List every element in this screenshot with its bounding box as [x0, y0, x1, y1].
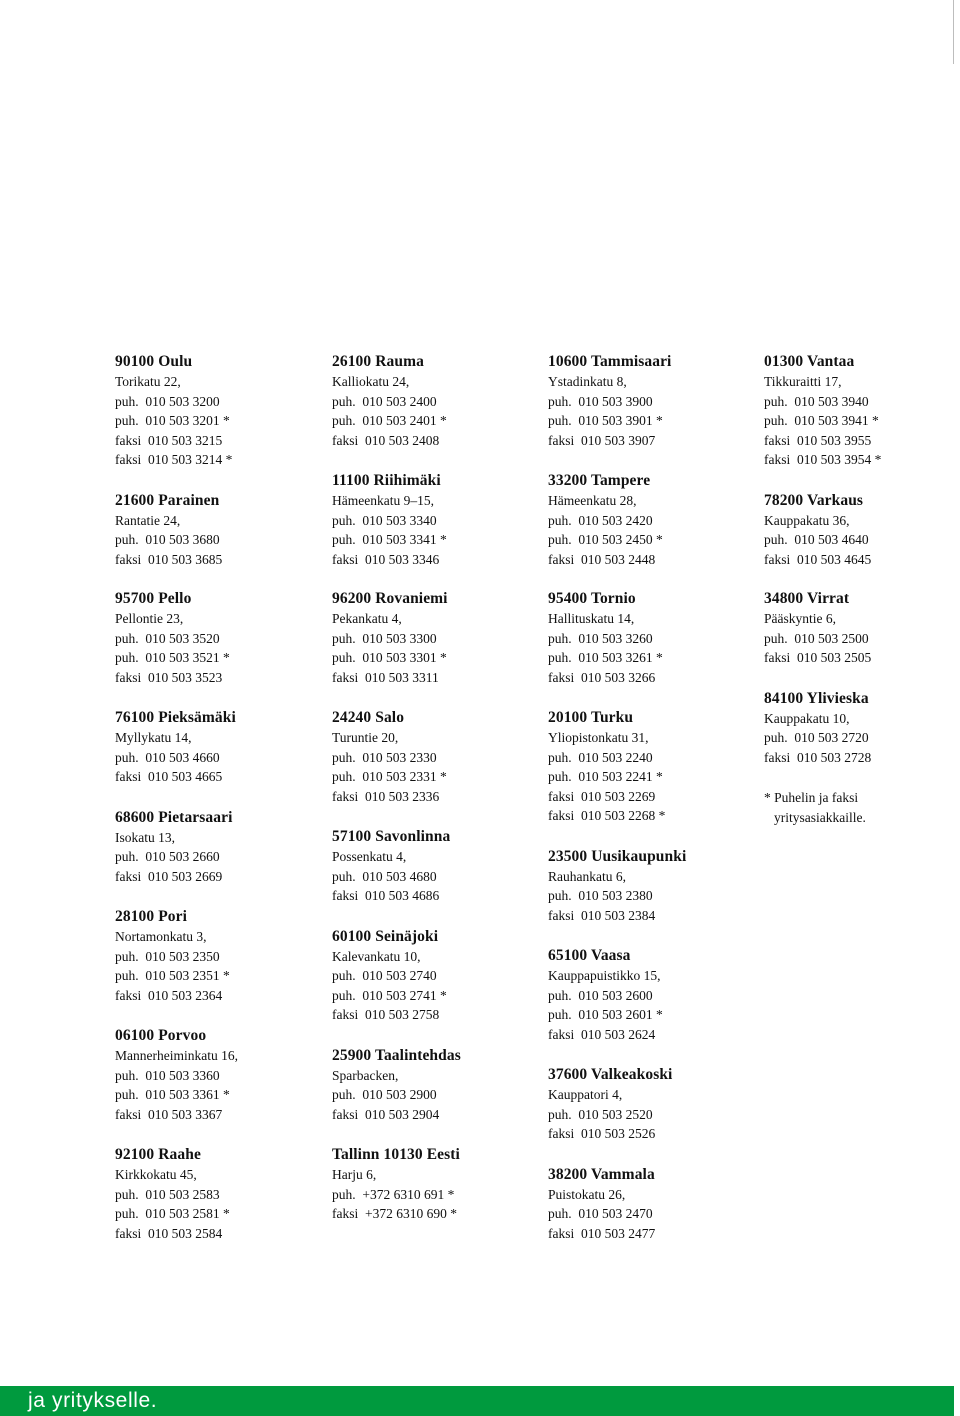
office-column-top-4 — [764, 352, 960, 569]
spacer — [332, 450, 537, 471]
phone-line: puh. 010 503 3301 * — [332, 650, 447, 665]
phone-line: puh. 010 503 4660 — [115, 749, 220, 765]
office-10600-tammisaari — [548, 352, 753, 450]
office-city: 95400 Tornio — [548, 590, 636, 607]
footer-slogan: ja yritykselle. — [28, 1389, 158, 1412]
fax-line: faksi 010 503 3215 — [115, 432, 223, 448]
fax-line: faksi 010 503 3955 — [764, 432, 872, 448]
office-city: 92100 Raahe — [115, 1146, 201, 1163]
office-96200-rovaniemi — [332, 589, 537, 687]
phone-line: puh. 010 503 2400 — [332, 393, 437, 409]
office-78200-varkaus — [764, 491, 960, 570]
office-95400-tornio — [548, 589, 753, 687]
phone-line: puh. 010 503 3261 * — [548, 650, 663, 665]
fax-line: faksi 010 503 3907 — [548, 432, 656, 448]
spacer — [764, 767, 960, 788]
phone-line: puh. 010 503 3201 * — [115, 413, 230, 428]
footer-bar — [0, 1386, 954, 1416]
office-23500-uusikaupunki — [548, 847, 753, 926]
office-33200-tampere — [548, 471, 753, 569]
office-76100-pieksamaki — [115, 708, 320, 787]
fax-line: faksi 010 503 3954 * — [764, 452, 882, 467]
spacer — [764, 470, 960, 491]
footnote — [764, 788, 960, 828]
office-city: 20100 Turku — [548, 709, 634, 726]
address-line: Yliopistonkatu 31, — [548, 730, 649, 745]
phone-line: puh. 010 503 2600 — [548, 987, 653, 1003]
phone-line: puh. 010 503 2240 — [548, 749, 653, 765]
office-city: 33200 Tampere — [548, 472, 651, 489]
fax-line: faksi 010 503 4665 — [115, 769, 223, 784]
address-line: Torikatu 22, — [115, 374, 181, 389]
office-city: 38200 Vammala — [548, 1165, 655, 1183]
office-20100-turku — [548, 708, 753, 826]
fax-line: faksi 010 503 2669 — [115, 868, 223, 884]
office-city: 60100 Seinäjoki — [332, 927, 439, 945]
spacer — [548, 1144, 753, 1165]
address-line: Kauppatori 4, — [548, 1087, 623, 1102]
office-city: 96200 Rovaniemi — [332, 590, 448, 607]
fax-line: faksi 010 503 3367 — [115, 1106, 223, 1122]
office-city: 25900 Taalintehdas — [332, 1046, 461, 1064]
office-city: 34800 Virrat — [764, 590, 850, 607]
office-95700-pello — [115, 589, 320, 687]
office-city: 01300 Vantaa — [764, 353, 855, 370]
phone-line: puh. 010 503 2331 * — [332, 769, 447, 784]
address-line: Mannerheiminkatu 16, — [115, 1048, 238, 1063]
fax-line: faksi 010 503 2624 — [548, 1026, 656, 1042]
address-line: Pellontie 23, — [115, 611, 184, 626]
fax-line: faksi 010 503 2758 — [332, 1007, 440, 1022]
phone-line: puh. 010 503 3680 — [115, 532, 220, 547]
fax-line: faksi +372 6310 690 * — [332, 1206, 457, 1221]
fax-line: faksi 010 503 3685 — [115, 551, 223, 567]
office-city: 65100 Vaasa — [548, 947, 631, 964]
page-edge-line — [953, 0, 954, 64]
phone-line: puh. 010 503 3360 — [115, 1067, 220, 1083]
office-21600-parainen — [115, 491, 320, 570]
spacer — [332, 906, 537, 927]
phone-line: puh. 010 503 2581 * — [115, 1206, 230, 1221]
office-28100-pori — [115, 907, 320, 1005]
phone-line: puh. 010 503 3361 * — [115, 1087, 230, 1102]
address-line: Hallituskatu 14, — [548, 611, 635, 626]
fax-line: faksi 010 503 3346 — [332, 551, 440, 567]
phone-line: puh. 010 503 2350 — [115, 948, 220, 964]
address-line: Possenkatu 4, — [332, 849, 407, 864]
office-38200-vammala — [548, 1165, 753, 1244]
phone-line: puh. 010 503 3521 * — [115, 650, 230, 665]
address-line: Puistokatu 26, — [548, 1186, 626, 1202]
phone-line: puh. 010 503 2520 — [548, 1106, 653, 1122]
office-column-bottom-2 — [332, 589, 537, 1224]
spacer — [548, 450, 753, 471]
phone-line: puh. 010 503 3200 — [115, 393, 220, 409]
phone-line: puh. 010 503 3260 — [548, 630, 653, 646]
spacer — [548, 826, 753, 847]
office-city: 84100 Ylivieska — [764, 689, 869, 707]
office-city: 26100 Rauma — [332, 353, 424, 370]
office-26100-rauma — [332, 352, 537, 450]
office-06100-porvoo — [115, 1026, 320, 1124]
address-line: Pääskyntie 6, — [764, 611, 836, 626]
address-line: Rantatie 24, — [115, 512, 181, 528]
phone-line: puh. 010 503 2740 — [332, 968, 437, 983]
office-city: 24240 Salo — [332, 709, 405, 726]
phone-line: puh. 010 503 2500 — [764, 630, 869, 646]
address-line: Pekankatu 4, — [332, 611, 402, 626]
phone-line: puh. 010 503 2401 * — [332, 413, 447, 428]
spacer — [115, 886, 320, 907]
fax-line: faksi 010 503 2477 — [548, 1225, 656, 1241]
address-line: Kalevankatu 10, — [332, 948, 421, 964]
fax-line: faksi 010 503 2269 — [548, 788, 656, 804]
spacer — [115, 1124, 320, 1145]
office-city: 76100 Pieksämäki — [115, 709, 236, 726]
office-city: 28100 Pori — [115, 908, 188, 925]
spacer — [115, 687, 320, 708]
office-90100-oulu — [115, 352, 320, 470]
phone-line: puh. 010 503 2380 — [548, 888, 653, 903]
address-line: Kirkkokatu 45, — [115, 1167, 197, 1182]
fax-line: faksi 010 503 4686 — [332, 888, 440, 903]
fax-line: faksi 010 503 3266 — [548, 669, 656, 685]
office-92100-raahe — [115, 1145, 320, 1243]
fax-line: faksi 010 503 3523 — [115, 669, 223, 685]
office-city: 37600 Valkeakoski — [548, 1066, 673, 1083]
fax-line: faksi 010 503 2904 — [332, 1106, 440, 1122]
phone-line: puh. 010 503 2601 * — [548, 1007, 663, 1022]
address-line: Kauppakatu 10, — [764, 710, 850, 726]
fax-line: faksi 010 503 2728 — [764, 749, 872, 765]
office-column-bottom-3 — [548, 589, 753, 1243]
fax-line: faksi 010 503 2268 * — [548, 808, 666, 823]
office-city: 11100 Riihimäki — [332, 472, 441, 489]
phone-line: puh. 010 503 3901 * — [548, 413, 663, 428]
fax-line: faksi 010 503 2448 — [548, 551, 656, 567]
office-24240-salo — [332, 708, 537, 806]
office-01300-vantaa — [764, 352, 960, 470]
address-line: Hämeenkatu 28, — [548, 493, 637, 508]
office-city: 10600 Tammisaari — [548, 353, 672, 370]
address-line: Myllykatu 14, — [115, 730, 192, 745]
office-column-top-1 — [115, 352, 320, 569]
office-25900-taalintehdas — [332, 1046, 537, 1125]
phone-line: puh. 010 503 2720 — [764, 730, 869, 745]
phone-line: puh. 010 503 4680 — [332, 868, 437, 884]
phone-line: puh. 010 503 4640 — [764, 532, 869, 547]
office-34800-virrat — [764, 589, 960, 668]
office-column-bottom-1 — [115, 589, 320, 1243]
address-line: Nortamonkatu 3, — [115, 929, 207, 944]
fax-line: faksi 010 503 2364 — [115, 987, 223, 1003]
address-line: Turuntie 20, — [332, 730, 399, 745]
fax-line: faksi 010 503 2384 — [548, 907, 656, 923]
footnote-line-2: yritysasiakkaille. — [774, 810, 866, 825]
address-line: Ystadinkatu 8, — [548, 374, 627, 389]
office-60100-seinajoki — [332, 927, 537, 1025]
spacer — [548, 1044, 753, 1065]
address-line: Sparbacken, — [332, 1067, 399, 1083]
address-line: Tikkuraitti 17, — [764, 374, 842, 389]
phone-line: puh. 010 503 3520 — [115, 630, 220, 646]
spacer — [115, 470, 320, 491]
fax-line: faksi 010 503 2505 — [764, 650, 872, 665]
address-line: Kauppakatu 36, — [764, 512, 850, 528]
spacer — [332, 1025, 537, 1046]
phone-line: puh. 010 503 2660 — [115, 849, 220, 864]
spacer — [548, 687, 753, 708]
spacer — [115, 787, 320, 808]
phone-line: puh. 010 503 2900 — [332, 1087, 437, 1102]
phone-line: puh. 010 503 3340 — [332, 512, 437, 528]
office-city: Tallinn 10130 Eesti — [332, 1146, 460, 1163]
address-line: Kalliokatu 24, — [332, 374, 410, 389]
phone-line: puh. 010 503 2420 — [548, 512, 653, 528]
address-line: Kauppapuistikko 15, — [548, 968, 661, 983]
fax-line: faksi 010 503 3214 * — [115, 452, 233, 467]
office-column-top-3 — [548, 352, 753, 569]
address-line: Isokatu 13, — [115, 829, 175, 845]
phone-line: puh. 010 503 2450 * — [548, 532, 663, 547]
office-city: 95700 Pello — [115, 590, 192, 607]
fax-line: faksi 010 503 2408 — [332, 432, 440, 448]
footnote-line-1: * Puhelin ja faksi — [764, 790, 859, 805]
phone-line: puh. 010 503 2241 * — [548, 769, 663, 784]
office-city: 90100 Oulu — [115, 353, 193, 370]
fax-line: faksi 010 503 3311 — [332, 669, 439, 685]
office-tallinn-10130-eesti — [332, 1145, 537, 1224]
phone-line: puh. 010 503 2741 * — [332, 987, 447, 1003]
fax-line: faksi 010 503 4645 — [764, 551, 872, 567]
address-line: Harju 6, — [332, 1167, 377, 1182]
spacer — [548, 925, 753, 946]
phone-line: puh. 010 503 3300 — [332, 630, 437, 646]
office-37600-valkeakoski — [548, 1065, 753, 1144]
address-line: Hämeenkatu 9–15, — [332, 493, 434, 508]
phone-line: puh. 010 503 3341 * — [332, 532, 447, 547]
office-57100-savonlinna — [332, 827, 537, 906]
phone-line: puh. 010 503 3941 * — [764, 413, 879, 428]
fax-line: faksi 010 503 2526 — [548, 1126, 656, 1141]
fax-line: faksi 010 503 2336 — [332, 788, 440, 804]
office-68600-pietarsaari — [115, 808, 320, 887]
phone-line: puh. 010 503 2351 * — [115, 968, 230, 983]
phone-line: puh. 010 503 3900 — [548, 393, 653, 409]
office-65100-vaasa — [548, 946, 753, 1044]
office-11100-riihimaki — [332, 471, 537, 569]
office-city: 68600 Pietarsaari — [115, 808, 233, 826]
phone-line: puh. +372 6310 691 * — [332, 1186, 455, 1202]
phone-line: puh. 010 503 2583 — [115, 1186, 220, 1202]
spacer — [764, 668, 960, 689]
office-city: 23500 Uusikaupunki — [548, 847, 687, 865]
spacer — [332, 1124, 537, 1145]
office-city: 06100 Porvoo — [115, 1027, 207, 1044]
office-column-bottom-4 — [764, 589, 960, 828]
address-line: Rauhankatu 6, — [548, 868, 626, 884]
spacer — [332, 687, 537, 708]
phone-line: puh. 010 503 3940 — [764, 393, 869, 409]
office-entries — [764, 589, 960, 767]
spacer — [115, 1005, 320, 1026]
office-city: 78200 Varkaus — [764, 491, 864, 509]
spacer — [332, 806, 537, 827]
office-city: 21600 Parainen — [115, 491, 220, 509]
office-84100-ylivieska — [764, 689, 960, 768]
phone-line: puh. 010 503 2470 — [548, 1206, 653, 1221]
phone-line: puh. 010 503 2330 — [332, 749, 437, 765]
office-city: 57100 Savonlinna — [332, 828, 451, 845]
fax-line: faksi 010 503 2584 — [115, 1225, 223, 1241]
office-column-top-2 — [332, 352, 537, 569]
